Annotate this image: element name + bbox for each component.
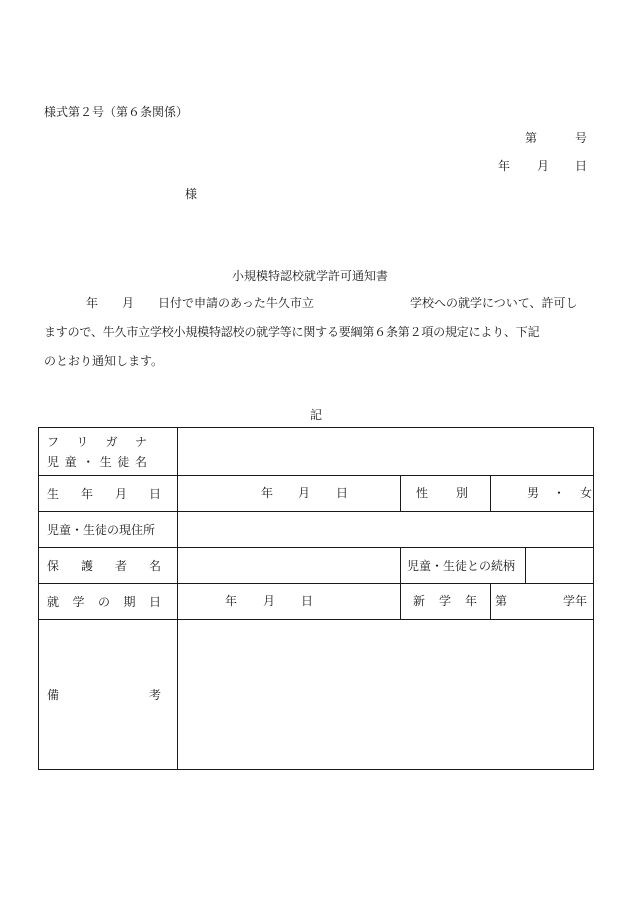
guardian-input-cell[interactable] (178, 548, 401, 584)
birth-label-cell (39, 476, 178, 512)
guardian-label-cell (39, 548, 178, 584)
address-label: 児童・生徒の現住所 (47, 523, 156, 537)
grade-label-2: 学 (439, 594, 452, 608)
grade-label-cell (401, 584, 491, 620)
body-line3: のとおり通知します。 (44, 354, 164, 368)
form-number: 様式第２号（第６条関係） (44, 105, 189, 119)
sex-label-1: 性 (416, 486, 429, 500)
address-label-cell (39, 512, 178, 548)
date-day: 日 (575, 159, 588, 173)
date-month: 月 (537, 159, 550, 173)
table-row (39, 428, 594, 476)
name-label-cell (39, 428, 178, 476)
table-row (39, 476, 594, 512)
date-year: 年 (498, 159, 511, 173)
table-row (39, 512, 594, 548)
table-row (39, 584, 594, 620)
body-line1-text: 日付で申請のあった牛久市立 (158, 296, 314, 310)
student-info-table (38, 427, 594, 770)
name-label: 児 童 ・ 生 徒 名 (47, 455, 147, 469)
relation-label-cell (401, 548, 526, 584)
sex-separator: ・ (553, 486, 566, 500)
birth-day: 日 (336, 486, 349, 500)
sex-label-2: 別 (456, 486, 469, 500)
address-input-cell[interactable] (178, 512, 594, 548)
remarks-input-cell[interactable] (178, 620, 594, 770)
relation-label: 児童・生徒との続柄 (407, 559, 516, 573)
guardian-label: 保 護 者 名 (47, 559, 161, 573)
remarks-label-1: 備 (47, 688, 60, 702)
furigana-label: フ リ ガ ナ (47, 435, 147, 449)
enroll-day: 日 (301, 594, 314, 608)
sex-label-cell (401, 476, 491, 512)
name-input-cell[interactable] (178, 428, 594, 476)
remarks-label-2: 考 (148, 688, 161, 702)
enroll-label-cell (39, 584, 178, 620)
body-line2: ますので、牛久市立学校小規模特認校の就学等に関する要綱第６条第２項の規定により、下記 (44, 325, 540, 339)
grade-label-3: 年 (465, 594, 478, 608)
table-row (39, 620, 594, 770)
birth-year: 年 (261, 486, 274, 500)
remarks-label (39, 686, 177, 703)
sex-male[interactable]: 男 (527, 486, 540, 500)
relation-input-cell[interactable] (526, 548, 594, 584)
enroll-label: 就 学 の 期 日 (47, 595, 161, 609)
birth-input-cell[interactable] (178, 476, 401, 512)
document-title: 小規模特認校就学許可通知書 (232, 269, 389, 283)
body-line1-school: 学校への就学について、許可し (410, 296, 578, 310)
enroll-month: 月 (263, 594, 276, 608)
sex-input-cell[interactable] (491, 476, 594, 512)
remarks-label-cell (39, 620, 178, 770)
birth-month: 月 (298, 486, 311, 500)
grade-input-cell[interactable] (491, 584, 594, 620)
addressee-suffix: 様 (185, 187, 198, 201)
grade-label-1: 新 (413, 594, 426, 608)
enroll-input-cell[interactable] (178, 584, 401, 620)
sex-female[interactable]: 女 (580, 486, 593, 500)
body-year: 年 (86, 296, 99, 310)
body-month: 月 (122, 296, 135, 310)
doc-number-prefix: 第 (525, 131, 538, 145)
grade-prefix: 第 (495, 594, 508, 608)
doc-number-suffix: 号 (575, 131, 588, 145)
grade-suffix: 学年 (563, 594, 588, 608)
birth-label: 生 年 月 日 (47, 487, 161, 501)
ki-note: 記 (310, 408, 323, 422)
table-row (39, 548, 594, 584)
enroll-year: 年 (225, 594, 238, 608)
